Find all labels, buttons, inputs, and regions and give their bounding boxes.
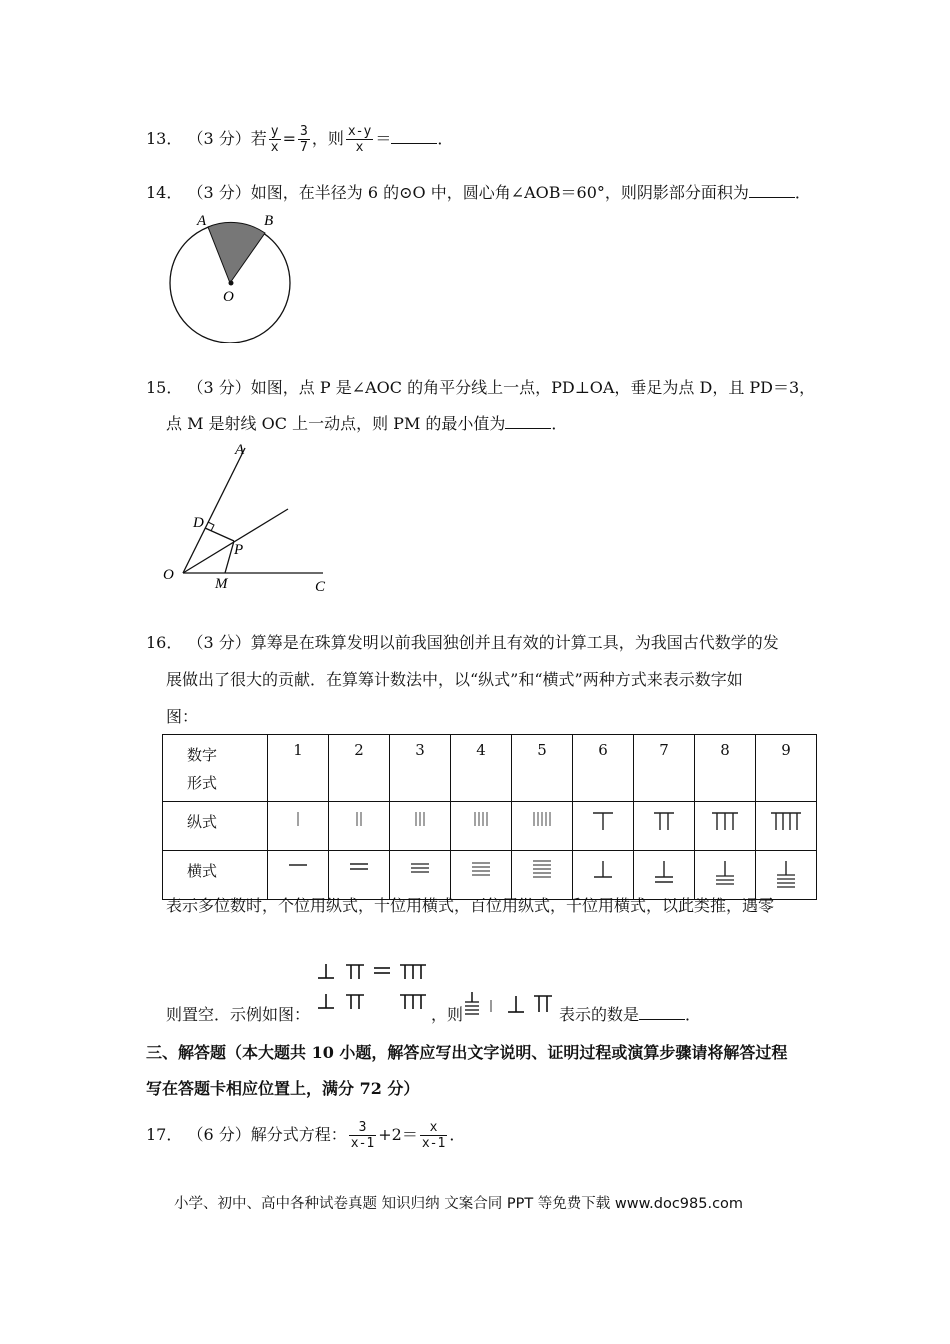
example-rod-numerals-figure xyxy=(316,960,436,1020)
denominator: 7 xyxy=(300,140,308,155)
shaded-sector xyxy=(208,222,265,283)
question-text: 点 M 是射线 OC 上一动点，则 PM 的最小值为 xyxy=(166,414,506,433)
vertical-rod-1-icon xyxy=(278,808,318,832)
answer-blank xyxy=(639,1018,685,1020)
horizontal-rod-4-icon xyxy=(461,857,501,883)
vertical-rod-7-icon xyxy=(644,808,684,834)
fraction-x-minus-y-over-x xyxy=(346,124,373,155)
section-3-heading-line1: 三、解答题（本大题共 10 小题，解答应写出文字说明、证明过程或演算步骤请将解答过程 xyxy=(146,1043,788,1062)
label-a: A xyxy=(197,213,207,229)
header-number-cell: 7 xyxy=(634,735,695,802)
horizontal-rod-1-icon xyxy=(278,857,318,883)
vertical-rod-5-icon xyxy=(522,808,562,832)
horizontal-rod-5-icon xyxy=(522,857,562,883)
period: ． xyxy=(449,1125,466,1144)
horizontal-rod-7-icon xyxy=(644,857,684,887)
numerator: x xyxy=(420,1120,447,1136)
horizontal-rod-3-icon xyxy=(400,857,440,883)
question-text: ，则 xyxy=(311,129,344,148)
fraction-y-over-x xyxy=(269,124,281,155)
question-16-after1: 表示多位数时，个位用纵式，十位用横式，百位用纵式，千位用横式，以此类推，遇零 xyxy=(166,896,775,915)
rod-cell xyxy=(695,802,756,851)
period: ． xyxy=(794,183,811,202)
label-o: O xyxy=(223,289,234,305)
question-number: 17． xyxy=(146,1125,183,1144)
vertical-rod-3-icon xyxy=(400,808,440,832)
table-header-row xyxy=(163,735,817,802)
question-score: （3 分） xyxy=(187,183,251,202)
angle-bisector-figure xyxy=(155,438,340,598)
horizontal-rod-9-icon xyxy=(766,857,806,891)
vertical-rod-2-icon xyxy=(339,808,379,832)
vertical-rod-4-icon xyxy=(461,808,501,832)
row-label: 横式 xyxy=(163,851,268,900)
answer-blank xyxy=(749,196,795,198)
vertical-rod-6-icon xyxy=(583,808,623,834)
horizontal-rod-8-icon xyxy=(705,857,745,889)
label-m: M xyxy=(215,576,228,592)
horizontal-rod-6-icon xyxy=(583,857,623,883)
period: ． xyxy=(551,414,568,433)
denominator: x-1 xyxy=(421,1136,446,1151)
rod-cell xyxy=(268,802,329,851)
question-number: 14． xyxy=(146,183,183,202)
question-13 xyxy=(146,124,453,155)
answer-blank xyxy=(391,142,437,144)
footer-advert: 小学、初中、高中各种试卷真题 知识归纳 文案合同 PPT 等免费下载 www.doc985.com xyxy=(174,1196,744,1212)
period: ． xyxy=(685,1005,702,1024)
question-15-line2 xyxy=(166,411,567,434)
question-number: 13． xyxy=(146,129,183,148)
row-label: 纵式 xyxy=(163,802,268,851)
label-c: C xyxy=(315,579,326,595)
fraction-3-over-x-minus-1 xyxy=(349,1120,376,1151)
circle-sector-figure xyxy=(160,208,305,343)
question-16-line1 xyxy=(146,630,779,653)
question-16-line3: 图： xyxy=(166,707,199,726)
question-number: 16． xyxy=(146,633,183,652)
question-text: 如图，在半径为 6 的⊙O 中，圆心角∠AOB＝60°，则阴影部分面积为 xyxy=(250,183,749,202)
rod-cell xyxy=(329,802,390,851)
question-text: 解分式方程： xyxy=(250,1125,347,1144)
question-text: 表示的数是 xyxy=(559,1005,640,1024)
numerator: 3 xyxy=(349,1120,376,1136)
question-text: ，则 xyxy=(431,1005,464,1024)
question-16-after2-b xyxy=(431,1002,463,1025)
question-text: 若 xyxy=(250,129,267,148)
rod-cell xyxy=(451,802,512,851)
header-number-cell: 8 xyxy=(695,735,756,802)
denominator: x xyxy=(355,140,364,155)
question-16-after2-c xyxy=(559,1002,701,1025)
label-b: B xyxy=(264,213,274,229)
question-rod-numeral-figure xyxy=(464,990,558,1020)
numerator: y xyxy=(270,124,279,139)
counting-rods-table xyxy=(162,734,817,900)
rod-cell xyxy=(573,802,634,851)
period: ． xyxy=(437,129,454,148)
question-16-line2: 展做出了很大的贡献．在算筹计数法中，以“纵式”和“横式”两种方式来表示数字如 xyxy=(166,670,743,689)
question-number: 15． xyxy=(146,378,183,397)
example-bottom-row xyxy=(318,994,426,1009)
header-label-digit: 数字 xyxy=(187,746,218,764)
header-number-cell: 1 xyxy=(268,735,329,802)
question-14 xyxy=(146,180,811,203)
center-point xyxy=(229,281,234,286)
numerator: x-y xyxy=(347,124,372,139)
segment-pd xyxy=(205,528,234,541)
equals-sign: = xyxy=(282,129,296,148)
question-17 xyxy=(146,1120,465,1151)
label-o: O xyxy=(163,567,174,583)
question-score: （6 分） xyxy=(187,1125,251,1144)
question-score: （3 分） xyxy=(187,378,251,397)
header-number-cell: 3 xyxy=(390,735,451,802)
fraction-3-over-7 xyxy=(298,124,310,155)
equals-sign: ＝ xyxy=(375,129,392,148)
header-number-cell: 2 xyxy=(329,735,390,802)
vertical-rod-8-icon xyxy=(705,808,745,834)
header-label-form: 形式 xyxy=(187,774,218,792)
label-p: P xyxy=(234,542,244,558)
question-score: （3 分） xyxy=(187,129,251,148)
rod-cell xyxy=(390,802,451,851)
rod-cell xyxy=(512,802,573,851)
question-15-line1 xyxy=(146,375,815,398)
numerator: 3 xyxy=(300,124,308,139)
vertical-rod-9-icon xyxy=(766,808,806,834)
horizontal-rod-2-icon xyxy=(339,857,379,883)
example-top-row xyxy=(318,964,426,979)
question-16-after2 xyxy=(166,1002,310,1025)
rod-cell xyxy=(756,802,817,851)
label-a: A xyxy=(235,442,245,458)
operator: +2＝ xyxy=(378,1125,418,1144)
denominator: x xyxy=(270,140,279,155)
question-text: 如图，点 P 是∠AOC 的角平分线上一点，PD⊥OA，垂足为点 D，且 PD＝3， xyxy=(250,378,816,397)
label-d: D xyxy=(193,515,204,531)
question-text: 算筹是在珠算发明以前我国独创并且有效的计算工具，为我国古代数学的发 xyxy=(250,633,779,652)
denominator: x-1 xyxy=(350,1136,375,1151)
header-number-cell: 6 xyxy=(573,735,634,802)
header-number-cell: 9 xyxy=(756,735,817,802)
rod-cell xyxy=(634,802,695,851)
question-text: 则置空．示例如图： xyxy=(166,1005,311,1024)
segment-pm xyxy=(225,541,234,573)
header-label-cell xyxy=(163,735,268,802)
section-3-heading-line2: 写在答题卡相应位置上，满分 72 分） xyxy=(146,1079,420,1098)
header-number-cell: 4 xyxy=(451,735,512,802)
question-score: （3 分） xyxy=(187,633,251,652)
fraction-x-over-x-minus-1 xyxy=(420,1120,447,1151)
vertical-form-row xyxy=(163,802,817,851)
header-number-cell: 5 xyxy=(512,735,573,802)
answer-blank xyxy=(505,427,551,429)
